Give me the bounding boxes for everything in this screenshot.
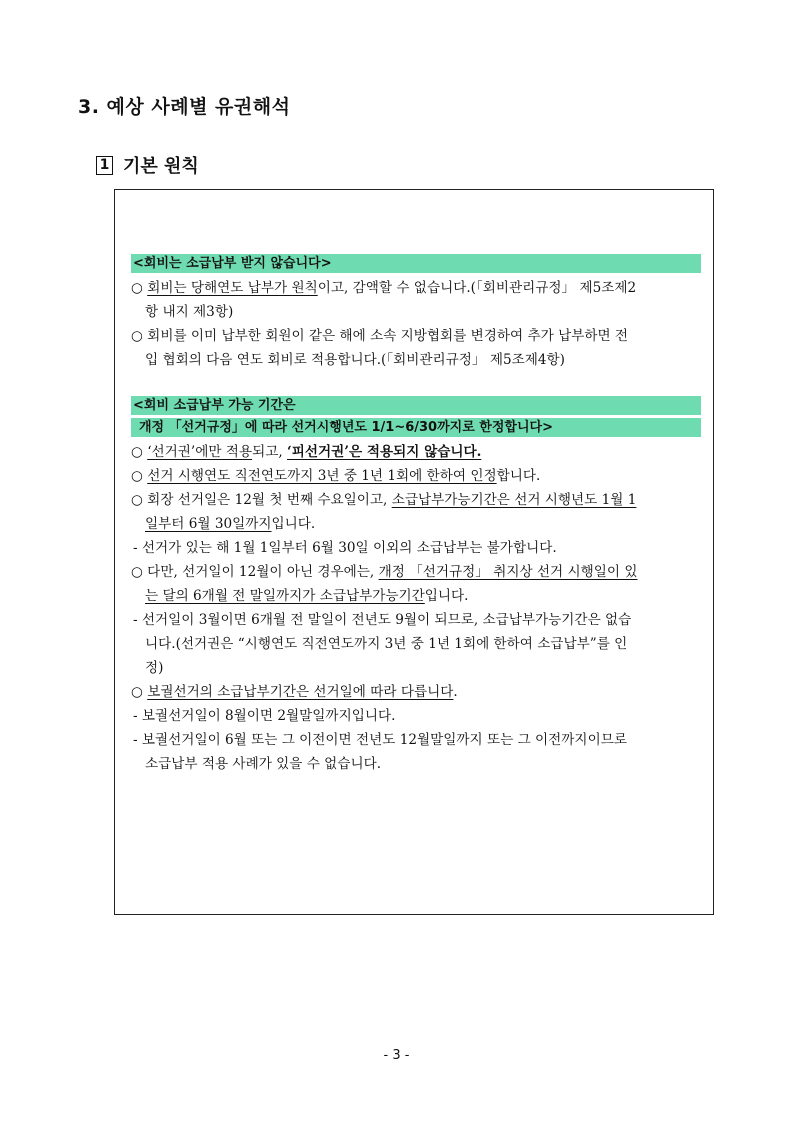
bullet-marker: ○ [131, 280, 148, 296]
bullet-marker: ○ [131, 684, 148, 700]
paragraph-text: ○ 회장 선거일은 12월 첫 번째 수요일이고, [131, 492, 392, 508]
underlined-text: 소급납부가능기간은 선거 시행년도 1월 1 [391, 492, 637, 508]
underlined-text: ‘선거권’에만 적용 [147, 444, 253, 460]
block1-paragraph-2-line2: 입 협회의 다음 연도 회비로 적용합니다.(「회비관리규정」 제5조제4항) [145, 352, 565, 368]
dash-item-2-line3: 정) [145, 660, 164, 676]
block2-item-3-line2 [131, 512, 701, 536]
dash-item-4-line2: 소급납부 적용 사례가 있을 수 없습니다. [145, 756, 382, 772]
underlined-text: 일부터 6월 30일까지 [145, 516, 272, 532]
block1-paragraph-1 [131, 276, 701, 300]
subsection-title-text: 기본 원칙 [123, 156, 199, 177]
subsection-number-box: 1 [96, 156, 113, 175]
block1-paragraph-1-cont: 항 내지 제3항) [145, 304, 234, 320]
page-number: - 3 - [383, 1048, 410, 1063]
spacer [131, 372, 701, 394]
paragraph-text: . [453, 684, 458, 700]
dash-item-2-line1: - 선거일이 3월이면 6개월 전 말일이 전년도 9월이 되므로, 소급납부가능기간은 없습 [133, 612, 632, 628]
block2-heading-line1: <회비 소급납부 가능 기간은 [131, 396, 701, 415]
paragraph-text: 합니다. [496, 468, 541, 484]
underlined-text: 회비는 당해연도 납부가 원칙 [147, 280, 318, 296]
paragraph-text: 입니다. [424, 588, 469, 604]
block1-paragraph-2-line1: ○ 회비를 이미 납부한 회원이 같은 해에 소속 지방협회를 변경하여 추가 납부하면 전 [131, 328, 629, 344]
block2-item-2 [131, 464, 701, 488]
block2-item-1 [131, 440, 701, 464]
content-box [114, 189, 714, 915]
dash-item-1: - 선거가 있는 해 1월 1일부터 6월 30일 이외의 소급납부는 불가합니다. [133, 540, 557, 556]
dash-item-4-line1: - 보궐선거일이 6월 또는 그 이전이면 전년도 12월말일까지 또는 그 이전까지이므로 [133, 732, 627, 748]
bullet-marker: ○ [131, 468, 148, 484]
dash-item-3: - 보궐선거일이 8월이면 2월말일까지입니다. [133, 708, 396, 724]
block2-item-3-line1 [131, 488, 701, 512]
paragraph-text: 입니다. [271, 516, 316, 532]
underlined-text: 선거 시행연도 직전연도까지 3년 중 1년 1회에 한하여 인정 [147, 468, 497, 484]
underlined-bold-text: ‘피선거권’은 적용되지 않습니다. [286, 444, 482, 460]
block2-heading-line2: 개정 「선거규정」에 따라 선거시행년도 1/1~6/30까지로 한정합니다> [131, 418, 701, 437]
block2-item-5 [131, 680, 701, 704]
content-body [131, 252, 701, 776]
block2-item-4-line1 [131, 560, 701, 584]
subsection-title [96, 152, 199, 178]
block2-item-4-line2 [131, 584, 701, 608]
underlined-text: 개정 「선거규정」 취지상 선거 시행일이 있 [378, 564, 638, 580]
paragraph-text: 이고, 감액할 수 없습니다.(「회비관리규정」 제5조제2 [317, 280, 637, 296]
paragraph-text: 되고, [252, 444, 287, 460]
section-title: 3. 예상 사례별 유권해석 [78, 96, 291, 118]
dash-item-2-line2: 니다.(선거권은 “시행연도 직전연도까지 3년 중 1년 1회에 한하여 소급납부”를 인 [145, 636, 628, 652]
bullet-marker: ○ [131, 444, 148, 460]
underlined-text: 보궐선거의 소급납부기간은 선거일에 따라 다릅니다 [147, 684, 454, 700]
underlined-text: 는 달의 6개월 전 말일까지가 소급납부가능기간 [145, 588, 425, 604]
paragraph-text: ○ 다만, 선거일이 12월이 아닌 경우에는, [131, 564, 379, 580]
block1-heading: <회비는 소급납부 받지 않습니다> [131, 254, 701, 273]
